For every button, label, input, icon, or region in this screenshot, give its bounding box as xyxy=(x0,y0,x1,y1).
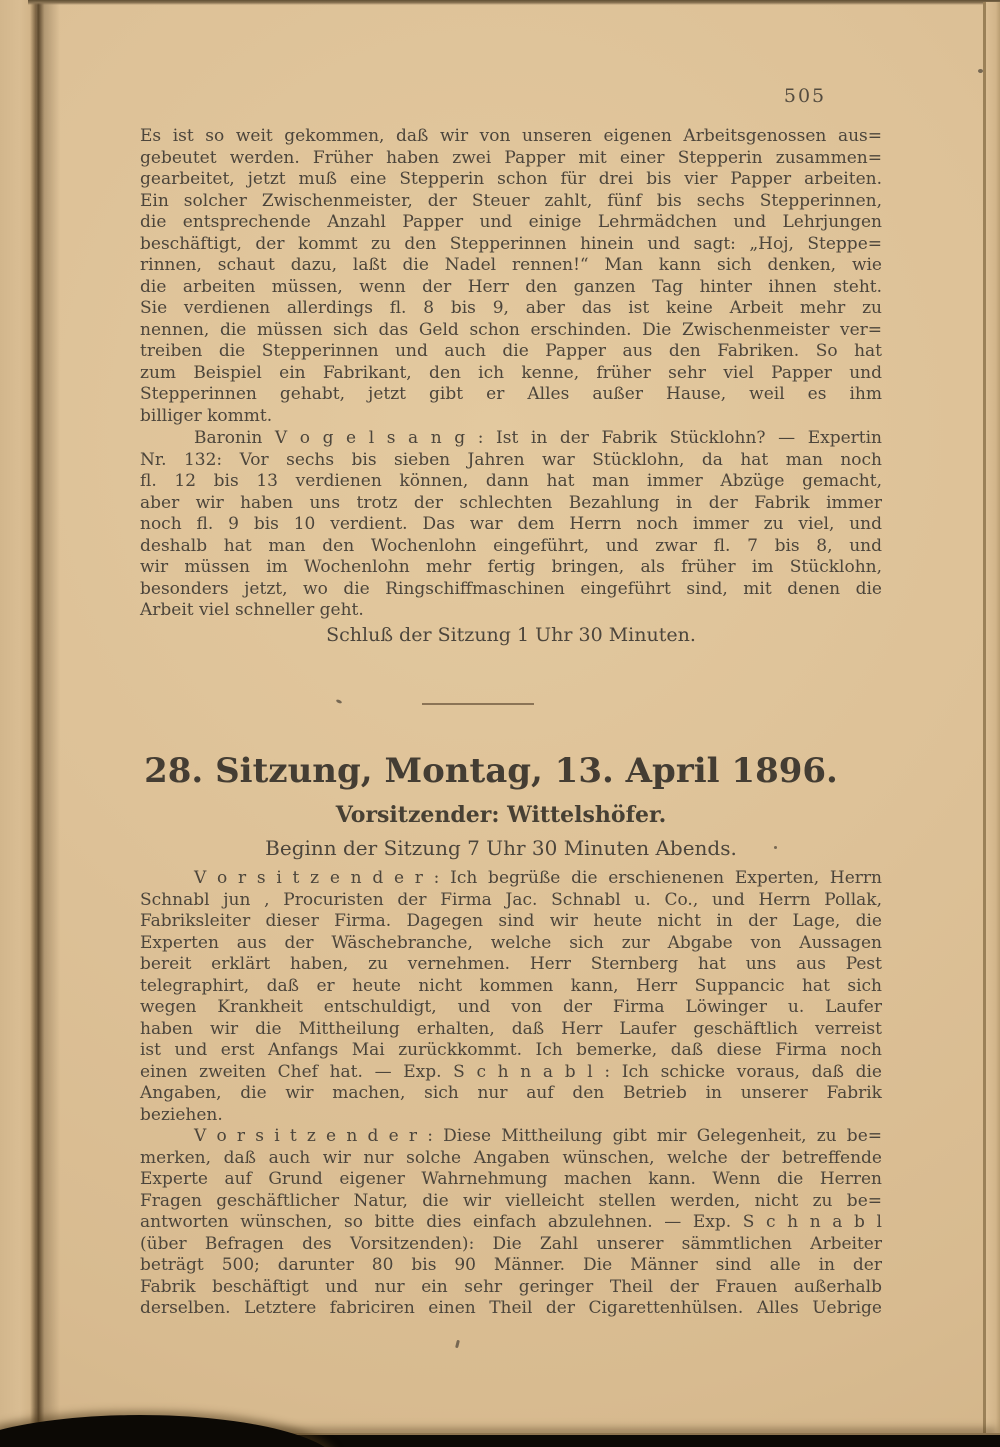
text-line: beziehen. xyxy=(140,1104,223,1125)
right-page-edge xyxy=(986,2,1000,1437)
text-line: Es ist so weit gekommen, daß wir von unseren eigenen Arbeitsgenossen aus= xyxy=(140,126,882,146)
text-line: fl. 12 bis 13 verdienen können, dann hat man immer Abzüge gemacht, xyxy=(140,471,882,491)
text-line: die arbeiten müssen, wenn der Herr den ganzen Tag hinter ihnen steht. xyxy=(140,276,882,297)
paragraph-vogelsang xyxy=(140,428,882,622)
session-begin-line: Beginn der Sitzung 7 Uhr 30 Minuten Abends. xyxy=(265,836,737,860)
text-line: Sie verdienen allerdings fl. 8 bis 9, aber das ist keine Arbeit mehr zu xyxy=(140,298,882,318)
text-line: Baronin V o g e l s a n g : Ist in der Fabrik Stücklohn? — Expertin xyxy=(194,428,882,448)
text-line: besonders jetzt, wo die Ringschiffmaschinen eingeführt sind, mit denen die xyxy=(140,578,882,599)
text-line: Schnabl jun , Procuristen der Firma Jac. Schnabl u. Co., und Herrn Pollak, xyxy=(140,889,882,910)
page-number: 505 xyxy=(783,85,827,107)
text-line: Fabriksleiter dieser Firma. Dagegen sind wir heute nicht in der Lage, die xyxy=(140,911,882,931)
text-line: billiger kommt. xyxy=(140,405,273,426)
text-line: noch fl. 9 bis 10 verdient. Das war dem Herrn noch immer zu viel, und xyxy=(140,514,882,534)
session-chair-line: Vorsitzender: Wittelshöfer. xyxy=(335,802,667,828)
text-line: merken, daß auch wir nur solche Angaben wünschen, welche der betreffende xyxy=(140,1147,882,1168)
text-line: antworten wünschen, so bitte dies einfach abzulehnen. — Exp. S c h n a b l xyxy=(140,1212,882,1232)
text-line: Fabrik beschäftigt und nur ein sehr geringer Theil der Frauen außerhalb xyxy=(140,1276,882,1297)
paragraph-vorsitzender-schnabl xyxy=(140,1126,882,1320)
text-line: gearbeitet, jetzt muß eine Stepperin schon für drei bis vier Papper arbeiten. xyxy=(140,169,882,189)
section-divider-rule xyxy=(422,703,534,705)
text-line: telegraphirt, daß er heute nicht kommen kann, Herr Suppancic hat sich xyxy=(140,975,882,996)
ink-speck xyxy=(978,69,983,73)
session-closing-line: Schluß der Sitzung 1 Uhr 30 Minuten. xyxy=(326,624,696,646)
text-line: haben wir die Mittheilung erhalten, daß Herr Laufer geschäftlich verreist xyxy=(140,1018,882,1039)
text-line: nennen, die müssen sich das Geld schon erschinden. Die Zwischenmeister ver= xyxy=(140,319,882,340)
text-line: beträgt 500; darunter 80 bis 90 Männer. Die Männer sind alle in der xyxy=(140,1255,882,1275)
text-line: aber wir haben uns trotz der schlechten Bezahlung in der Fabrik immer xyxy=(140,492,882,513)
text-line: Angaben, die wir machen, sich nur auf den Betrieb in unserer Fabrik xyxy=(140,1083,882,1103)
text-line: Nr. 132: Vor sechs bis sieben Jahren war Stücklohn, da hat man noch xyxy=(140,449,882,470)
text-line: V o r s i t z e n d e r : Diese Mittheilung gibt mir Gelegenheit, zu be= xyxy=(194,1126,882,1146)
text-line: Ein solcher Zwischenmeister, der Steuer zahlt, fünf bis sechs Stepperinnen, xyxy=(140,190,882,211)
text-line: deshalb hat man den Wochenlohn eingeführt, und zwar fl. 7 bis 8, und xyxy=(140,535,882,556)
top-page-edge xyxy=(28,0,1000,5)
session-heading: 28. Sitzung, Montag, 13. April 1896. xyxy=(144,751,838,791)
text-line: gebeutet werden. Früher haben zwei Papper mit einer Stepperin zusammen= xyxy=(140,147,882,168)
text-line: beschäftigt, der kommt zu den Stepperinnen hinein und sagt: „Hoj, Steppe= xyxy=(140,233,882,254)
text-line: bereit erklärt haben, zu vernehmen. Herr Sternberg hat uns aus Pest xyxy=(140,954,882,974)
paragraph-vorsitzender-greeting xyxy=(140,868,882,1126)
text-line: (über Befragen des Vorsitzenden): Die Zahl unserer sämmtlichen Arbeiter xyxy=(140,1233,882,1254)
text-line: Experten aus der Wäschebranche, welche sich zur Abgabe von Aussagen xyxy=(140,932,882,953)
gutter-crease xyxy=(30,0,60,1437)
text-line: derselben. Letztere fabriciren einen Theil der Cigarettenhülsen. Alles Uebrige xyxy=(140,1298,882,1318)
text-line: einen zweiten Chef hat. — Exp. S c h n a b l : Ich schicke voraus, daß die xyxy=(140,1061,882,1082)
text-line: ist und erst Anfangs Mai zurückkommt. Ich bemerke, daß diese Firma noch xyxy=(140,1040,882,1060)
text-line: zum Beispiel ein Fabrikant, den ich kenne, früher sehr viel Papper und xyxy=(140,362,882,383)
text-line: wir müssen im Wochenlohn mehr fertig bringen, als früher im Stücklohn, xyxy=(140,557,882,577)
text-line: V o r s i t z e n d e r : Ich begrüße die erschienenen Experten, Herrn xyxy=(194,868,882,888)
text-line: Fragen geschäftlicher Natur, die wir vielleicht stellen werden, nicht zu be= xyxy=(140,1190,882,1211)
text-line: Arbeit viel schneller geht. xyxy=(140,600,364,620)
text-line: Experte auf Grund eigener Wahrnehmung machen kann. Wenn die Herren xyxy=(140,1169,882,1189)
text-line: rinnen, schaut dazu, laßt die Nadel rennen!“ Man kann sich denken, wie xyxy=(140,255,882,275)
text-line: Stepperinnen gehabt, jetzt gibt er Alles außer Hause, weil es ihm xyxy=(140,384,882,404)
paragraph-continued xyxy=(140,126,882,427)
text-line: treiben die Stepperinnen und auch die Papper aus den Fabriken. So hat xyxy=(140,341,882,361)
text-line: die entsprechende Anzahl Papper und einige Lehrmädchen und Lehrjungen xyxy=(140,212,882,232)
text-line: wegen Krankheit entschuldigt, und von der Firma Löwinger u. Laufer xyxy=(140,997,882,1017)
